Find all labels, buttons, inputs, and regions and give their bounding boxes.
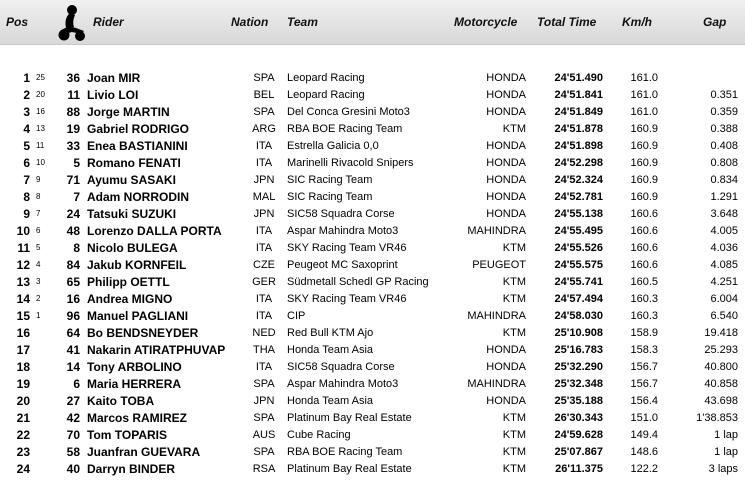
cell-gap: 3 laps: [708, 463, 738, 475]
cell-position: 13: [16, 275, 30, 289]
cell-total-time: 25'32.348: [554, 378, 603, 390]
cell-gap: 0.834: [710, 174, 738, 186]
cell-speed-kmh: 158.3: [630, 344, 658, 356]
cell-position: 22: [16, 428, 30, 442]
cell-team: Cube Racing: [287, 429, 351, 441]
table-row: [0, 410, 745, 427]
table-row: [0, 393, 745, 410]
cell-nation: SPA: [253, 106, 275, 118]
cell-gap: 1 lap: [714, 429, 738, 441]
cell-nation: ITA: [255, 140, 273, 152]
cell-speed-kmh: 160.6: [630, 242, 658, 254]
cell-rider-number: 16: [66, 292, 80, 306]
table-row: [0, 376, 745, 393]
cell-total-time: 25'07.867: [554, 446, 603, 458]
cell-rider-number: 27: [66, 394, 80, 408]
cell-total-time: 24'55.575: [554, 259, 603, 271]
cell-motorcycle: HONDA: [486, 208, 526, 220]
cell-gap: 0.351: [710, 89, 738, 101]
cell-rider-name: Tatsuki SUZUKI: [87, 207, 177, 221]
cell-gap: 40.858: [704, 378, 738, 390]
cell-nation: AUS: [252, 429, 276, 441]
motorcycle-rider-icon: [54, 4, 90, 42]
cell-nation: ITA: [255, 361, 273, 373]
cell-rider-number: 7: [73, 190, 80, 204]
cell-position: 18: [16, 360, 30, 374]
table-row: [0, 257, 745, 274]
cell-gap: 19.418: [704, 327, 738, 339]
cell-motorcycle: HONDA: [486, 72, 526, 84]
cell-motorcycle: PEUGEOT: [472, 259, 526, 271]
table-row: [0, 206, 745, 223]
cell-rider-number: 19: [66, 122, 80, 136]
cell-motorcycle: KTM: [502, 327, 526, 339]
cell-gap: 4.036: [710, 242, 738, 254]
cell-rider-number: 84: [66, 258, 80, 272]
cell-motorcycle: KTM: [502, 412, 526, 424]
cell-position: 4: [23, 122, 30, 136]
cell-nation: JPN: [253, 208, 275, 220]
cell-total-time: 26'11.375: [555, 463, 603, 475]
cell-speed-kmh: 161.0: [630, 72, 658, 84]
cell-points: 5: [36, 243, 41, 252]
cell-nation: ARG: [252, 123, 276, 135]
cell-gap: 3.648: [710, 208, 738, 220]
table-row: [0, 138, 745, 155]
cell-motorcycle: KTM: [502, 463, 526, 475]
cell-team: Honda Team Asia: [287, 344, 374, 356]
cell-points: 11: [36, 141, 45, 150]
cell-position: 2: [23, 88, 30, 102]
cell-nation: JPN: [253, 395, 275, 407]
cell-speed-kmh: 160.3: [630, 310, 658, 322]
cell-total-time: 24'55.526: [554, 242, 603, 254]
cell-position: 14: [16, 292, 30, 306]
cell-rider-name: Romano FENATI: [87, 156, 181, 170]
cell-team: Estrella Galicia 0,0: [287, 140, 379, 152]
cell-points: 16: [36, 107, 45, 116]
cell-speed-kmh: 161.0: [630, 106, 658, 118]
table-row: [0, 342, 745, 359]
cell-motorcycle: HONDA: [486, 395, 526, 407]
cell-nation: ITA: [255, 293, 273, 305]
cell-points: 3: [36, 277, 41, 286]
cell-gap: 4.005: [710, 225, 738, 237]
cell-rider-name: Lorenzo DALLA PORTA: [87, 224, 222, 238]
cell-speed-kmh: 148.6: [630, 446, 658, 458]
cell-rider-number: 64: [66, 326, 80, 340]
cell-gap: 4.085: [710, 259, 738, 271]
cell-team: SKY Racing Team VR46: [287, 242, 407, 254]
cell-rider-number: 5: [73, 156, 80, 170]
cell-rider-number: 88: [66, 105, 80, 119]
table-row: [0, 155, 745, 172]
cell-rider-name: Darryn BINDER: [87, 462, 176, 476]
cell-rider-number: 6: [73, 377, 80, 391]
cell-rider-name: Juanfran GUEVARA: [87, 445, 201, 459]
cell-total-time: 26'30.343: [554, 412, 603, 424]
cell-rider-number: 65: [66, 275, 80, 289]
cell-gap: 6.540: [710, 310, 738, 322]
cell-total-time: 25'35.188: [554, 395, 603, 407]
cell-motorcycle: HONDA: [486, 174, 526, 186]
header-nation: Nation: [231, 15, 269, 29]
cell-motorcycle: KTM: [502, 293, 526, 305]
cell-speed-kmh: 151.0: [630, 412, 658, 424]
cell-team: CIP: [287, 310, 306, 322]
cell-points: 1: [36, 311, 41, 320]
cell-team: SIC58 Squadra Corse: [287, 361, 395, 373]
cell-total-time: 24'52.298: [554, 157, 603, 169]
cell-position: 3: [23, 105, 30, 119]
cell-team: SIC Racing Team: [287, 191, 373, 203]
cell-rider-number: 71: [66, 173, 80, 187]
cell-position: 5: [23, 139, 30, 153]
header-gap: Gap: [703, 15, 727, 29]
cell-motorcycle: MAHINDRA: [467, 310, 526, 322]
cell-motorcycle: KTM: [502, 242, 526, 254]
cell-speed-kmh: 156.7: [630, 378, 658, 390]
cell-rider-name: Adam NORRODIN: [87, 190, 190, 204]
cell-gap: 0.359: [710, 106, 738, 118]
cell-points: 2: [36, 294, 41, 303]
cell-position: 19: [16, 377, 30, 391]
cell-nation: RSA: [252, 463, 276, 475]
cell-team: Südmetall Schedl GP Racing: [287, 276, 429, 288]
cell-points: 20: [36, 90, 45, 99]
cell-position: 15: [16, 309, 30, 323]
cell-rider-name: Bo BENDSNEYDER: [87, 326, 199, 340]
cell-team: SKY Racing Team VR46: [287, 293, 407, 305]
cell-nation: ITA: [255, 242, 273, 254]
cell-rider-name: Livio LOI: [87, 88, 139, 102]
cell-total-time: 24'58.030: [554, 310, 603, 322]
cell-nation: CZE: [253, 259, 275, 271]
cell-speed-kmh: 160.6: [630, 208, 658, 220]
cell-position: 10: [16, 224, 30, 238]
cell-nation: SPA: [253, 412, 275, 424]
cell-rider-number: 41: [66, 343, 80, 357]
cell-team: RBA BOE Racing Team: [287, 123, 403, 135]
cell-rider-name: Joan MIR: [87, 71, 141, 85]
cell-position: 21: [16, 411, 30, 425]
cell-team: Aspar Mahindra Moto3: [287, 225, 399, 237]
cell-position: 17: [16, 343, 30, 357]
cell-rider-name: Maria HERRERA: [87, 377, 182, 391]
cell-rider-number: 14: [66, 360, 80, 374]
cell-position: 8: [23, 190, 30, 204]
cell-position: 16: [16, 326, 30, 340]
cell-nation: THA: [253, 344, 275, 356]
table-row: [0, 223, 745, 240]
cell-team: SIC Racing Team: [287, 174, 373, 186]
cell-nation: JPN: [253, 174, 275, 186]
cell-gap: 0.388: [710, 123, 738, 135]
cell-nation: MAL: [252, 191, 276, 203]
cell-total-time: 24'59.628: [554, 429, 603, 441]
cell-total-time: 25'16.783: [554, 344, 603, 356]
cell-gap: 40.800: [704, 361, 738, 373]
cell-rider-number: 48: [66, 224, 80, 238]
table-row: [0, 121, 745, 138]
cell-team: Platinum Bay Real Estate: [287, 412, 412, 424]
cell-rider-name: Kaito TOBA: [87, 394, 155, 408]
cell-speed-kmh: 122.2: [630, 463, 658, 475]
cell-rider-number: 42: [66, 411, 80, 425]
cell-team: Aspar Mahindra Moto3: [287, 378, 399, 390]
cell-points: 4: [36, 260, 41, 269]
cell-total-time: 25'32.290: [554, 361, 603, 373]
cell-nation: SPA: [253, 72, 275, 84]
cell-points: 9: [36, 175, 41, 184]
cell-speed-kmh: 156.4: [630, 395, 658, 407]
cell-gap: 0.808: [710, 157, 738, 169]
cell-rider-number: 8: [73, 241, 80, 255]
cell-team: Red Bull KTM Ajo: [287, 327, 374, 339]
cell-total-time: 24'51.841: [554, 89, 603, 101]
cell-rider-name: Jorge MARTIN: [87, 105, 170, 119]
cell-motorcycle: HONDA: [486, 106, 526, 118]
cell-motorcycle: KTM: [502, 276, 526, 288]
cell-position: 1: [23, 71, 30, 85]
cell-total-time: 24'51.490: [554, 72, 603, 84]
cell-speed-kmh: 160.3: [630, 293, 658, 305]
cell-position: 11: [17, 241, 30, 255]
cell-speed-kmh: 160.9: [630, 140, 658, 152]
cell-nation: SPA: [253, 378, 275, 390]
cell-rider-number: 24: [66, 207, 80, 221]
cell-position: 7: [23, 173, 30, 187]
table-row: [0, 172, 745, 189]
cell-position: 6: [23, 156, 30, 170]
cell-motorcycle: KTM: [502, 429, 526, 441]
cell-motorcycle: HONDA: [486, 89, 526, 101]
cell-position: 24: [16, 462, 30, 476]
table-row: [0, 461, 745, 478]
cell-total-time: 24'51.849: [554, 106, 603, 118]
cell-position: 20: [16, 394, 30, 408]
cell-rider-number: 70: [66, 428, 80, 442]
cell-points: 25: [36, 73, 45, 82]
cell-position: 9: [23, 207, 30, 221]
cell-speed-kmh: 160.6: [630, 225, 658, 237]
results-header: [0, 0, 745, 45]
cell-speed-kmh: 160.9: [630, 174, 658, 186]
cell-motorcycle: HONDA: [486, 344, 526, 356]
table-row: [0, 240, 745, 257]
cell-nation: ITA: [255, 310, 273, 322]
cell-motorcycle: HONDA: [486, 361, 526, 373]
cell-gap: 4.251: [710, 276, 738, 288]
cell-gap: 1 lap: [714, 446, 738, 458]
table-row: [0, 444, 745, 461]
table-row: [0, 274, 745, 291]
cell-speed-kmh: 161.0: [630, 89, 658, 101]
cell-rider-name: Manuel PAGLIANI: [87, 309, 189, 323]
cell-motorcycle: HONDA: [486, 157, 526, 169]
cell-gap: 0.408: [710, 140, 738, 152]
cell-gap: 1.291: [710, 191, 738, 203]
cell-nation: ITA: [255, 225, 273, 237]
cell-rider-name: Nakarin ATIRATPHUVAP: [87, 343, 226, 357]
cell-team: RBA BOE Racing Team: [287, 446, 403, 458]
table-row: [0, 87, 745, 104]
cell-motorcycle: HONDA: [486, 140, 526, 152]
cell-speed-kmh: 160.6: [630, 259, 658, 271]
table-row: [0, 189, 745, 206]
cell-nation: NED: [252, 327, 276, 339]
cell-motorcycle: KTM: [502, 123, 526, 135]
cell-points: 13: [36, 124, 45, 133]
cell-rider-number: 36: [66, 71, 80, 85]
cell-speed-kmh: 149.4: [630, 429, 658, 441]
cell-total-time: 24'55.741: [554, 276, 603, 288]
cell-gap: 25.293: [704, 344, 738, 356]
cell-rider-name: Tom TOPARIS: [87, 428, 168, 442]
cell-position: 23: [16, 445, 30, 459]
cell-team: Leopard Racing: [287, 89, 365, 101]
cell-total-time: 24'55.495: [554, 225, 603, 237]
table-row: [0, 308, 745, 325]
cell-motorcycle: KTM: [502, 446, 526, 458]
cell-gap: 43.698: [704, 395, 738, 407]
cell-rider-name: Jakub KORNFEIL: [87, 258, 187, 272]
header-team: Team: [287, 15, 318, 29]
cell-rider-name: Gabriel RODRIGO: [87, 122, 190, 136]
table-row: [0, 70, 745, 87]
cell-total-time: 24'51.898: [554, 140, 603, 152]
cell-motorcycle: MAHINDRA: [467, 378, 526, 390]
cell-rider-name: Enea BASTIANINI: [87, 139, 188, 153]
cell-points: 7: [36, 209, 41, 218]
cell-motorcycle: MAHINDRA: [467, 225, 526, 237]
cell-rider-name: Ayumu SASAKI: [87, 173, 176, 187]
cell-points: 8: [36, 192, 41, 201]
table-row: [0, 104, 745, 121]
cell-gap: 6.004: [710, 293, 738, 305]
cell-rider-number: 96: [66, 309, 80, 323]
cell-team: Del Conca Gresini Moto3: [287, 106, 410, 118]
cell-rider-name: Marcos RAMIREZ: [87, 411, 188, 425]
cell-nation: GER: [252, 276, 276, 288]
cell-motorcycle: HONDA: [486, 191, 526, 203]
cell-team: SIC58 Squadra Corse: [287, 208, 395, 220]
cell-speed-kmh: 160.5: [630, 276, 658, 288]
cell-rider-number: 40: [66, 462, 80, 476]
cell-nation: BEL: [253, 89, 275, 101]
cell-total-time: 24'55.138: [554, 208, 603, 220]
cell-team: Honda Team Asia: [287, 395, 374, 407]
cell-speed-kmh: 160.9: [630, 157, 658, 169]
cell-total-time: 24'52.324: [554, 174, 603, 186]
cell-team: Marinelli Rivacold Snipers: [287, 157, 414, 169]
cell-speed-kmh: 156.7: [630, 361, 658, 373]
results-table: [0, 70, 745, 478]
cell-team: Peugeot MC Saxoprint: [287, 259, 398, 271]
cell-rider-number: 58: [66, 445, 80, 459]
header-kmh: Km/h: [622, 15, 652, 29]
cell-total-time: 25'10.908: [554, 327, 603, 339]
cell-points: 10: [36, 158, 45, 167]
header-motorcycle: Motorcycle: [454, 15, 518, 29]
cell-total-time: 24'57.494: [554, 293, 603, 305]
cell-team: Leopard Racing: [287, 72, 365, 84]
cell-total-time: 24'52.781: [554, 191, 603, 203]
table-row: [0, 359, 745, 376]
cell-speed-kmh: 158.9: [630, 327, 658, 339]
cell-rider-number: 11: [67, 88, 80, 102]
table-row: [0, 325, 745, 342]
table-row: [0, 427, 745, 444]
cell-rider-name: Philipp OETTL: [87, 275, 170, 289]
header-total-time: Total Time: [537, 15, 597, 29]
cell-rider-name: Nicolo BULEGA: [87, 241, 178, 255]
cell-speed-kmh: 160.9: [630, 123, 658, 135]
table-row: [0, 291, 745, 308]
cell-gap: 1'38.853: [696, 412, 738, 424]
cell-position: 12: [16, 258, 30, 272]
cell-team: Platinum Bay Real Estate: [287, 463, 412, 475]
cell-total-time: 24'51.878: [554, 123, 603, 135]
header-rider: Rider: [93, 15, 124, 29]
header-pos: Pos: [6, 15, 29, 29]
cell-speed-kmh: 160.9: [630, 191, 658, 203]
cell-rider-name: Andrea MIGNO: [87, 292, 173, 306]
cell-rider-name: Tony ARBOLINO: [87, 360, 182, 374]
cell-rider-number: 33: [66, 139, 80, 153]
cell-points: 6: [36, 226, 41, 235]
cell-nation: SPA: [253, 446, 275, 458]
cell-nation: ITA: [255, 157, 273, 169]
